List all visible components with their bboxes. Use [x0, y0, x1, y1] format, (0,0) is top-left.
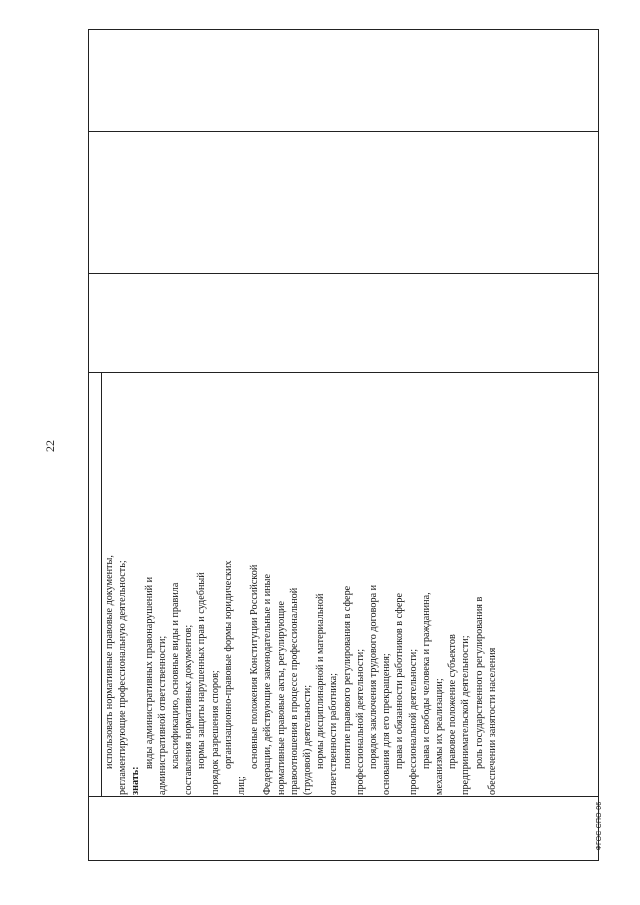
cell-line: нормы защиты нарушенных прав и судебный — [196, 572, 208, 769]
cell-line: регламентирующие профессиональную деятельность; — [117, 560, 129, 795]
cell-line: права и свободы человека и гражданина, — [420, 592, 432, 769]
cell-line: (трудовой) деятельности; — [302, 684, 314, 795]
cell-line: знать: — [130, 766, 142, 795]
cell-line: профессиональной деятельности; — [407, 648, 419, 795]
cell-line: организационно-правовые формы юридических — [222, 560, 234, 769]
knowledge-list — [103, 371, 599, 795]
footer-code: ФГОС СПО-06 — [596, 801, 603, 851]
cell-line: виды административных правонарушений и — [143, 576, 155, 769]
cell-line: механизмы их реализации; — [434, 678, 446, 795]
cell-line: права и обязанности работников в сфере — [394, 592, 406, 769]
cell-line: классификацию, основные виды и правила — [170, 582, 182, 769]
cell-line: порядок заключения трудового договора и — [368, 584, 380, 769]
cell-line: предпринимательской деятельности; — [460, 635, 472, 795]
cell-line: порядок разрешения споров; — [209, 670, 221, 795]
page-number: 22 — [43, 440, 57, 452]
cell-line: понятие правового регулирования в сфере — [341, 585, 353, 769]
cell-line: составления нормативных документов; — [183, 624, 195, 795]
cell-line: профессиональной деятельности; — [354, 648, 366, 795]
cell-line: основные положения Конституции Российской — [249, 564, 261, 769]
cell-line: роль государственного регулирования в — [473, 596, 485, 769]
cell-line: административной ответственности; — [156, 635, 168, 795]
cell-line: лиц; — [236, 776, 248, 795]
cell-line: использовать нормативные правовые документы, — [104, 555, 115, 769]
cell-line: нормы дисциплинарной и материальной — [315, 593, 327, 769]
cell-line: Федерации, действующие законодательные и иные — [262, 574, 274, 795]
cell-line: нормативные правовые акты, регулирующие — [275, 600, 287, 795]
cell-line: ответственности работника; — [328, 673, 340, 795]
cell-line: правоотношения в процессе профессиональной — [288, 587, 300, 795]
cell-line: обеспечении занятости населения — [486, 647, 498, 795]
cell-line: основания для его прекращения; — [381, 653, 393, 795]
cell-line: правовое положение субъектов — [447, 634, 459, 769]
